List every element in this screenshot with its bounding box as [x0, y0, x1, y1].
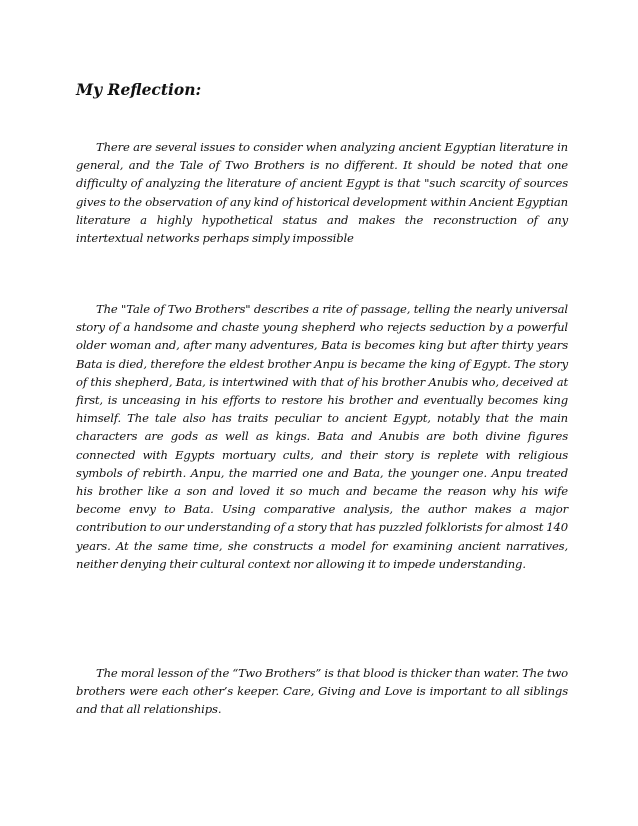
reflection-paragraph-1: There are several issues to consider when analyzing ancient Egyptian literature in general, and the Tale of Two Brothers is no different. It should be noted that one difficulty of analyzing the literature of ancient Egypt is that "such scarcity of sources gives to the observation of any kind of historical development within Ancient Egyptian literature a highly hypothetical status and makes the reconstruction of any intertextual networks perhaps simply impossible	[76, 140, 568, 246]
reflection-paragraph-3: The moral lesson of the “Two Brothers” is that blood is thicker than water. The two brothers were each other’s keeper. Care, Giving and Love is important to all siblings and that all relationships.	[76, 666, 568, 717]
page-title: My Reflection:	[76, 80, 202, 99]
reflection-paragraph-2: The "Tale of Two Brothers" describes a rite of passage, telling the nearly universal story of a handsome and chaste young shepherd who rejects seduction by a powerful older woman and, after many adventures, Bata is becomes king but after thirty years Bata is died, therefore the eldest brother Anpu is became the king of Egypt. The story of this shepherd, Bata, is intertwined with that of his brother Anubis who, deceived at first, is unceasing in his efforts to restore his brother and eventually becomes king himself. The tale also has traits peculiar to ancient Egypt, notably that the main characters are gods as well as kings. Bata and Anubis are both divine figures connected with Egypts mortuary cults, and their story is replete with religious symbols of rebirth. Anpu, the married one and Bata, the younger one. Anpu treated his brother like a son and loved it so much and became the reason why his wife become envy to Bata. Using comparative analysis, the author makes a major contribution to our understanding of a story that has puzzled folklorists for almost 140 years. At the same time, she constructs a model for examining ancient narratives, neither denying their cultural context nor allowing it to impede understanding.	[76, 302, 568, 571]
